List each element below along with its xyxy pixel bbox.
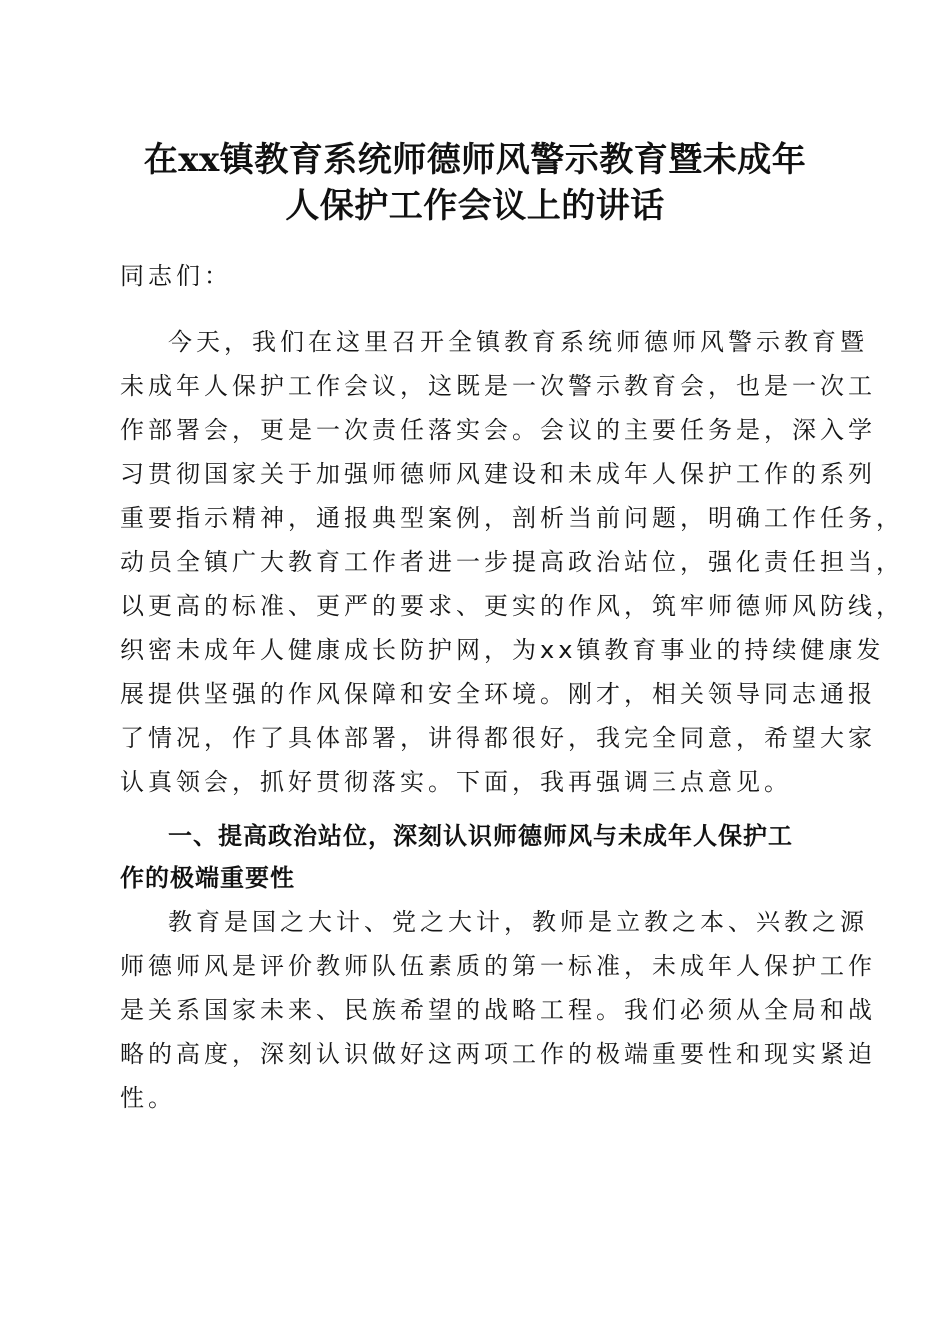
paragraph-2-line: 师德师风是评价教师队伍素质的第一标准，未成年人保护工作 (120, 952, 876, 980)
paragraph-1-line: 织密未成年人健康成长防护网，为xx镇教育事业的持续健康发 (120, 636, 885, 664)
section-heading-1-line: 作的极端重要性 (120, 864, 295, 892)
document-title-line-2: 人保护工作会议上的讲话 (285, 186, 665, 226)
paragraph-1-line: 作部署会，更是一次责任落实会。会议的主要任务是，深入学 (120, 416, 876, 444)
paragraph-2-line: 性。 (120, 1084, 176, 1112)
paragraph-1-line: 展提供坚强的作风保障和安全环境。刚才，相关领导同志通报 (120, 680, 876, 708)
salutation: 同志们： (120, 262, 232, 290)
paragraph-1-line: 动员全镇广大教育工作者进一步提高政治站位，强化责任担当， (120, 548, 904, 576)
paragraph-1-line: 未成年人保护工作会议，这既是一次警示教育会，也是一次工 (120, 372, 876, 400)
paragraph-2-line: 略的高度，深刻认识做好这两项工作的极端重要性和现实紧迫 (120, 1040, 876, 1068)
paragraph-2-line: 教育是国之大计、党之大计，教师是立教之本、兴教之源 (168, 908, 868, 936)
paragraph-1-line: 认真领会，抓好贯彻落实。下面，我再强调三点意见。 (120, 768, 792, 796)
paragraph-1-line: 了情况，作了具体部署，讲得都很好，我完全同意，希望大家 (120, 724, 876, 752)
paragraph-1-line: 重要指示精神，通报典型案例，剖析当前问题，明确工作任务， (120, 504, 904, 532)
paragraph-1-line: 以更高的标准、更严的要求、更实的作风，筑牢师德师风防线， (120, 592, 904, 620)
document-title-line-1: 在xx镇教育系统师德师风警示教育暨未成年 (143, 140, 807, 180)
paragraph-1-line: 习贯彻国家关于加强师德师风建设和未成年人保护工作的系列 (120, 460, 876, 488)
paragraph-1-line: 今天，我们在这里召开全镇教育系统师德师风警示教育暨 (168, 328, 868, 356)
section-heading-1-line: 一、提高政治站位，深刻认识师德师风与未成年人保护工 (168, 822, 793, 850)
paragraph-2-line: 是关系国家未来、民族希望的战略工程。我们必须从全局和战 (120, 996, 876, 1024)
